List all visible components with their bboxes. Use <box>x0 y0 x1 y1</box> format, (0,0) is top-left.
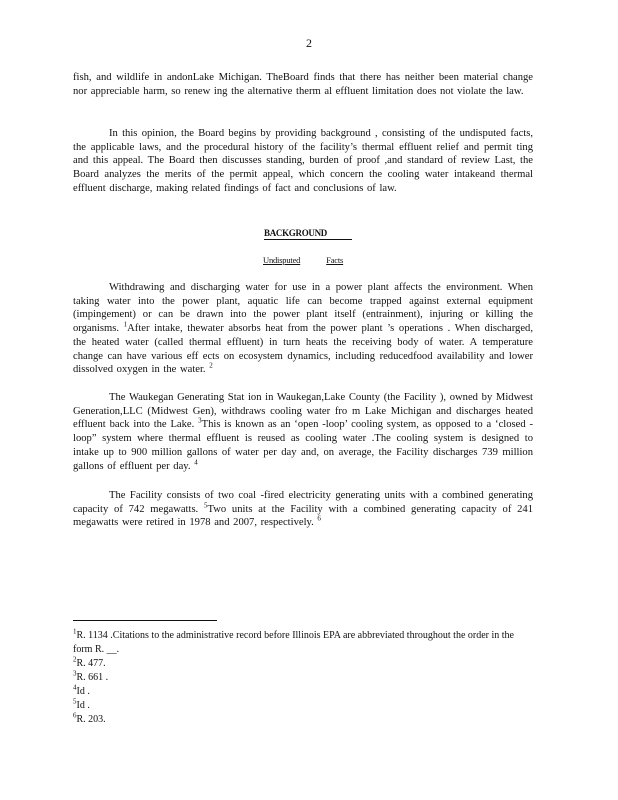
page-number: 2 <box>306 36 312 50</box>
paragraph-facility-units <box>73 489 533 530</box>
paragraph-conclusion: fish, and wildlife in andonLake Michigan. TheBoard finds that there has neither been material change nor appreciable harm, so renew ing the alternative therm al effluent limitation does not violate the law. <box>73 72 533 97</box>
footnote-mark: 6 <box>73 711 77 720</box>
paragraph-opinion-overview: In this opinion, the Board begins by providing background , consisting of the undisputed facts, the applicable laws, and the procedural history of the facility’s thermal effluent relief and permit ting and this appeal. The Board then discusses standing, burden of proof ,and standard of review Last, the Board analyzes the merits of the permit appeal, which concern the cooling water intakeand thermal effluent discharge, making related findings of fact and conclusions of law. <box>73 128 533 194</box>
subheading-word-facts: Facts <box>326 255 344 265</box>
paragraph-text: The Facility consists of two coal -fired electricity generating units with a combined generating capacity of 742 megawatts. <box>73 490 533 515</box>
footnote-mark: 5 <box>73 697 77 706</box>
footnotes <box>73 629 533 727</box>
footnote-ref-2: 2 <box>209 361 213 370</box>
footnote-divider <box>73 620 217 621</box>
footnote-ref-1: 1 <box>123 320 128 329</box>
footnote-ref-3: 3 <box>198 416 202 425</box>
footnote-mark: 4 <box>73 683 77 692</box>
paragraph-text: After intake, thewater absorbs heat from the power plant ’s operations . When discharged, the heated water (called thermal effluent) in turn heats the receiving body of water. A temperature change can have various eff ects on ecosystem dynamics, including reducedfood availability and lower dissolved oxygen in the water. <box>73 323 533 376</box>
paragraph-text: This is known as an ‘open -loop’ cooling system, as opposed to a ‘closed -loop” system where thermal effluent is reused as cooling water .The cooling system is designed to intake up to 900 million gallons of water per day and, on average, the Facility discharges 739 million gallons of effluent per day. <box>73 419 533 472</box>
footnote-mark: 1 <box>73 627 77 636</box>
footnote-3 <box>73 671 533 685</box>
footnote-mark: 3 <box>73 669 77 678</box>
footnote-ref-6: 6 <box>317 514 321 523</box>
footnote-text: R. 203. <box>76 714 106 725</box>
footnote-text: R. 661 . <box>76 672 109 683</box>
subheading-word-undisputed: Undisputed <box>263 255 301 265</box>
footnote-text: R. 477. <box>76 658 106 669</box>
footnote-ref-4: 4 <box>194 457 198 466</box>
footnote-text: Id . <box>76 686 90 697</box>
paragraph-text: The Waukegan Generating Stat ion in Waukegan,Lake County (the Facility ), owned by Midwest Generation,LLC (Midwest Gen), withdraws cooling water fro m Lake Michigan and discharges heated effluent back into the Lake. <box>73 392 533 431</box>
footnote-5 <box>73 699 533 713</box>
footnote-4 <box>73 685 533 699</box>
footnote-2 <box>73 657 533 671</box>
paragraph-waukegan-station <box>73 391 533 473</box>
footnote-text: Id . <box>76 700 90 711</box>
subheading-undisputed-facts <box>263 255 343 266</box>
footnote-text: R. 1134 .Citations to the administrative record before Illinois EPA are abbreviated throughout the order in the form R. __. <box>73 630 514 655</box>
paragraph-text: Two units at the Facility with a combined generating capacity of 241 megawatts were retired in 1978 and 2007, respectively. <box>73 503 534 529</box>
footnote-1 <box>73 629 533 657</box>
footnote-ref-5: 5 <box>203 501 208 510</box>
heading-background: BACKGROUND <box>264 228 352 240</box>
footnote-mark: 2 <box>73 655 77 664</box>
footnote-6 <box>73 713 533 727</box>
paragraph-environmental-effects <box>73 281 533 377</box>
paragraph-text: Withdrawing and discharging water for use in a power plant affects the environment. When taking water into the power plant, aquatic life can become trapped against external equipment (impingement) or can be drawn into the power plant itself (entrainment), injuring or killing the organisms. <box>73 282 533 335</box>
